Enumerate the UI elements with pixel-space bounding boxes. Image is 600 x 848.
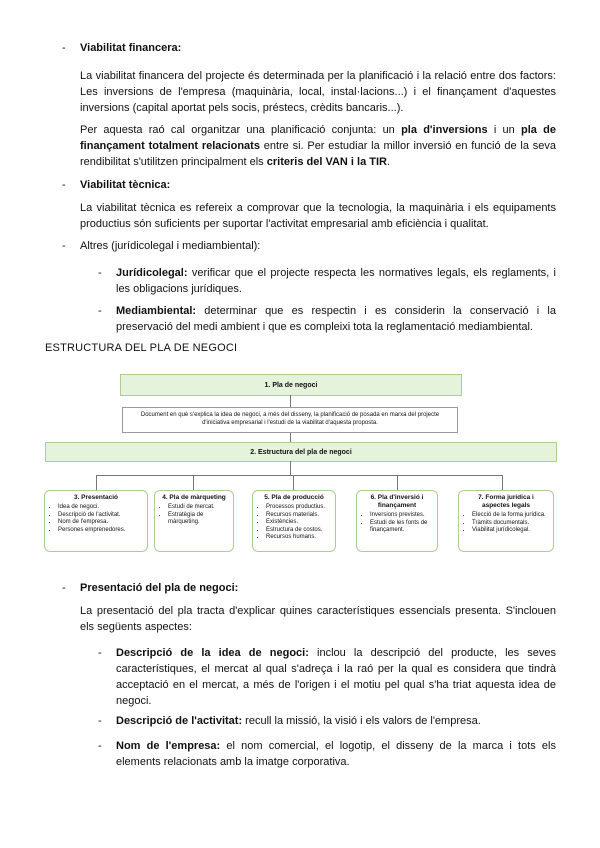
bullet-dash: - bbox=[98, 267, 102, 279]
connector-line bbox=[96, 475, 502, 476]
card-item: • Elecció de la forma jurídica. bbox=[472, 512, 548, 520]
card-item: • Tràmits documentals. bbox=[472, 520, 548, 528]
item-juridicolegal: Jurídicolegal: verificar que el projecte respecta les normatives legals, els reglaments, i les obligacions jurídiques. bbox=[116, 267, 556, 295]
connector-line bbox=[193, 475, 194, 490]
card-item: • Estratègia de màrqueting. bbox=[168, 512, 228, 527]
paragraph-financera-1: La viabilitat financera del projecte és determinada per la planificació i la relació entre dos factors: Les inversions de l'empresa (maquinària, local, instal·lacions...) i el finançament d'aquestes inversions (capital aportat pels socis, préstecs, crèdits bancaris...). bbox=[80, 70, 556, 114]
paragraph-presentacio: La presentació del pla tracta d'explicar quines característiques essencials presenta. S'inclouen els següents aspectes: bbox=[80, 605, 556, 633]
connector-line bbox=[502, 475, 503, 490]
card-item: • Estructura de costos. bbox=[266, 527, 330, 535]
card-title: 4. Pla de màrqueting bbox=[162, 494, 226, 501]
business-plan-diagram bbox=[40, 372, 560, 572]
bullet-dash: - bbox=[62, 42, 66, 54]
item-descripcio-activitat: Descripció de l'activitat: recull la missió, la visió i els valors de l'empresa. bbox=[116, 715, 481, 727]
diagram-card-presentacio bbox=[44, 490, 148, 552]
heading-viabilitat-financera: Viabilitat financera: bbox=[80, 42, 182, 54]
bullet-dash: - bbox=[98, 305, 102, 317]
bullet-dash: - bbox=[62, 240, 66, 252]
card-item: • Descripció de l'activitat. bbox=[58, 512, 142, 520]
card-title: 6. Pla d'inversió i finançament bbox=[370, 494, 424, 509]
diagram-node-estructura: 2. Estructura del pla de negoci bbox=[45, 442, 557, 462]
diagram-node-pla-de-negoci: 1. Pla de negoci bbox=[120, 374, 462, 396]
connector-line bbox=[290, 433, 291, 442]
diagram-description: Document en què s'explica la idea de negoci, a més del disseny, la planificació de posada en marxa del projecte d'iniciativa empresarial i l'estudi de la viabilitat d'aquesta proposta. bbox=[122, 407, 458, 433]
bullet-dash: - bbox=[62, 179, 66, 191]
card-item: • Recursos materials. bbox=[266, 512, 330, 520]
card-item: • Inversions previstes. bbox=[370, 512, 432, 520]
bullet-dash: - bbox=[62, 582, 66, 594]
paragraph-tecnica: La viabilitat tècnica es refereix a comprovar que la tecnologia, la maquinària i els equipaments productius són suficients per suportar l'activitat empresarial amb eficiència i qualitat. bbox=[80, 202, 556, 230]
heading-viabilitat-tecnica: Viabilitat tècnica: bbox=[80, 179, 171, 191]
card-item: • Persones emprenedores. bbox=[58, 527, 142, 535]
card-item: • Recursos humans. bbox=[266, 534, 330, 542]
card-title: 7. Forma jurídica i aspectes legals bbox=[478, 494, 534, 509]
card-item: • Existències. bbox=[266, 519, 330, 527]
card-item: • Estudi de mercat. bbox=[168, 504, 228, 512]
diagram-card-marqueting bbox=[154, 490, 234, 552]
section-title: ESTRUCTURA DEL PLA DE NEGOCI bbox=[45, 342, 238, 354]
bullet-dash: - bbox=[98, 647, 102, 659]
diagram-card-produccio bbox=[252, 490, 336, 552]
card-title: 3. Presentació bbox=[73, 494, 119, 501]
connector-line bbox=[290, 395, 291, 407]
item-mediambiental: Mediambiental: determinar que es respectin i es considerin la conservació i la preservació del medi ambient i que es compleixi tota la reglamentació mediambiental. bbox=[116, 305, 556, 333]
card-item: • Estudi de les fonts de finançament. bbox=[370, 520, 432, 535]
heading-presentacio: Presentació del pla de negoci: bbox=[80, 582, 239, 594]
connector-line bbox=[397, 475, 398, 490]
connector-line bbox=[290, 461, 291, 475]
card-title: 5. Pla de producció bbox=[264, 494, 324, 501]
diagram-card-inversio bbox=[356, 490, 438, 552]
card-item: • Viabilitat jurídicolegal. bbox=[472, 527, 548, 535]
bullet-dash: - bbox=[98, 715, 102, 727]
card-item: • Nom de l'empresa. bbox=[58, 519, 142, 527]
bullet-dash: - bbox=[98, 740, 102, 752]
paragraph-financera-2: Per aquesta raó cal organitzar una planificació conjunta: un pla d'inversions i un pla de finançament totalment relacionats entre si. Per estudiar la millor inversió en funció de la seva rendibilitat s'utilitzen principalment els criteris del VAN i la TIR. bbox=[80, 124, 556, 168]
item-descripcio-idea: Descripció de la idea de negoci: inclou la descripció del producte, les seves característiques, el mercat al qual s'adreça i la raó per la qual es considera que tindrà acceptació en el mercat, a més de l'origen i el motiu pel qual s'ha triat aquesta idea de negoci. bbox=[116, 647, 556, 707]
connector-line bbox=[293, 475, 294, 490]
card-item: • Idea de negoci. bbox=[58, 504, 142, 512]
item-nom-empresa: Nom de l'empresa: el nom comercial, el logotip, el disseny de la marca i tots els elements relacionats amb la imatge corporativa. bbox=[116, 740, 556, 768]
heading-altres: Altres (jurídicolegal i mediambiental): bbox=[80, 240, 261, 252]
diagram-card-forma-juridica bbox=[458, 490, 554, 552]
card-item: • Processos productius. bbox=[266, 504, 330, 512]
connector-line bbox=[96, 475, 97, 490]
